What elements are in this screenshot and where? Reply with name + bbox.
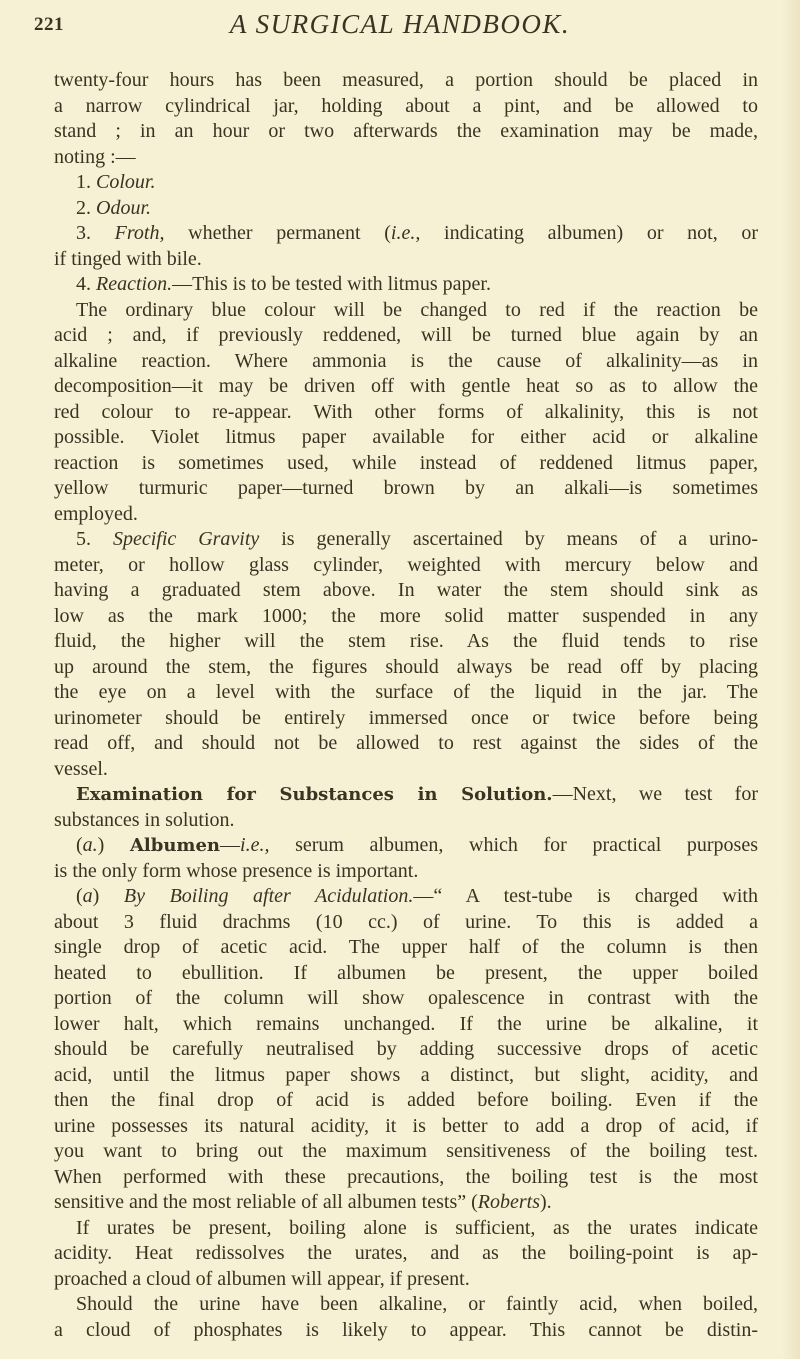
text-segment: indicating albumen) or not, or <box>420 222 758 244</box>
text-segment: decomposition—it may be driven off with gentle heat so as to allow the <box>54 375 758 397</box>
text-segment: ( <box>76 885 83 907</box>
italic-text: Odour. <box>96 196 152 219</box>
text-segment: 2. <box>76 196 96 219</box>
text-line <box>54 323 758 349</box>
text-segment: read off, and should not be allowed to rest against the sides of the <box>54 732 758 754</box>
text-segment: sensitive and the most reliable of all albumen tests” ( <box>54 1191 478 1213</box>
italic-text: Colour. <box>96 171 156 193</box>
text-line <box>54 1037 758 1063</box>
text-segment: yellow turmuric paper—turned brown by an alkali—is sometimes <box>54 477 758 499</box>
body-text <box>54 68 758 1343</box>
text-line <box>54 1063 758 1089</box>
text-line <box>54 808 758 834</box>
text-segment: you want to bring out the maximum sensitiveness of the boiling test. <box>54 1140 758 1162</box>
text-segment: meter, or hollow glass cylinder, weighted with mercury below and <box>54 553 758 576</box>
text-line <box>54 782 758 808</box>
italic-text: i.e., <box>390 222 421 244</box>
text-segment: single drop of acetic acid. The upper half of the column is then <box>54 936 758 958</box>
text-segment: 3. <box>76 222 115 244</box>
text-line <box>54 757 758 783</box>
text-line <box>54 1292 758 1318</box>
text-line <box>54 145 758 171</box>
text-segment: employed. <box>54 502 138 525</box>
text-segment: acid, until the litmus paper shows a distinct, but slight, acidity, and <box>54 1063 758 1086</box>
text-segment: about 3 fluid drachms (10 cc.) of urine. To this is added a <box>54 910 758 933</box>
text-line <box>54 1165 758 1191</box>
text-segment: urine possesses its natural acidity, it is better to add a drop of acid, if <box>54 1114 758 1137</box>
text-segment: red colour to re-appear. With other forms of alkalinity, this is not <box>54 400 758 423</box>
text-line <box>54 680 758 706</box>
text-segment: — <box>220 834 241 856</box>
text-segment: twenty-four hours has been measured, a portion should be placed in <box>54 69 758 91</box>
text-segment: possible. Violet litmus paper available for either acid or alkaline <box>54 426 758 448</box>
text-segment: alkaline reaction. Where ammonia is the cause of alkalinity—as in <box>54 349 758 372</box>
text-line <box>54 349 758 375</box>
text-segment: —“ A test-tube is charged with <box>413 885 758 907</box>
text-line <box>54 1190 758 1216</box>
text-segment: 1. <box>76 171 96 193</box>
text-segment: noting :— <box>54 145 136 168</box>
text-line <box>54 119 758 145</box>
text-line <box>54 1267 758 1293</box>
text-segment: a narrow cylindrical jar, holding about a pint, and be allowed to <box>54 94 758 117</box>
text-segment: heated to ebullition. If albumen be present, the upper boiled <box>54 961 758 984</box>
text-line <box>54 400 758 426</box>
italic-text: a. <box>82 834 98 856</box>
text-segment: substances in solution. <box>54 808 235 831</box>
text-segment: serum albumen, which for practical purposes <box>269 834 758 856</box>
text-line <box>54 859 758 885</box>
text-line <box>54 425 758 451</box>
text-line <box>54 961 758 987</box>
text-line <box>54 604 758 630</box>
page-edge-shadow <box>782 0 800 1359</box>
text-line <box>54 196 758 222</box>
bold-heading-text: Albumen <box>129 835 221 856</box>
text-segment: ). <box>540 1191 552 1213</box>
italic-text: Froth, <box>114 222 165 244</box>
text-segment: having a graduated stem above. In water the stem should sink as <box>54 579 758 601</box>
text-segment: When performed with these precautions, the boiling test is the most <box>54 1165 758 1188</box>
text-segment: is the only form whose presence is important. <box>54 859 419 882</box>
text-segment: stand ; in an hour or two afterwards the examination may be made, <box>54 120 758 142</box>
text-line <box>54 833 758 859</box>
page-number: 221 <box>34 14 64 35</box>
text-line <box>54 553 758 579</box>
running-title: A SURGICAL HANDBOOK. <box>229 9 571 39</box>
text-line <box>54 986 758 1012</box>
text-segment: should be carefully neutralised by adding successive drops of acetic <box>54 1038 758 1060</box>
text-segment: vessel. <box>54 757 108 780</box>
text-line <box>54 884 758 910</box>
text-segment: ) <box>92 885 124 907</box>
text-segment: a cloud of phosphates is likely to appear. This cannot be distin- <box>54 1318 758 1341</box>
text-line <box>54 1318 758 1344</box>
text-segment: the eye on a level with the surface of the liquid in the jar. The <box>54 681 758 703</box>
text-line <box>54 935 758 961</box>
text-segment: Should the urine have been alkaline, or faintly acid, when boiled, <box>76 1293 758 1315</box>
text-line <box>54 1088 758 1114</box>
text-segment: up around the stem, the figures should always be read off by placing <box>54 655 758 678</box>
text-segment: proached a cloud of albumen will appear, if present. <box>54 1267 470 1290</box>
text-line <box>54 706 758 732</box>
italic-text: a <box>82 885 93 907</box>
text-segment: 5. <box>76 528 113 550</box>
text-line <box>54 68 758 94</box>
text-segment: 4. <box>76 273 96 295</box>
text-segment: fluid, the higher will the stem rise. As the fluid tends to rise <box>54 630 758 652</box>
text-line <box>54 1012 758 1038</box>
text-segment: acidity. Heat redissolves the urates, and as the boiling-point is ap- <box>54 1242 758 1264</box>
italic-text: i.e., <box>240 834 270 856</box>
text-line <box>54 94 758 120</box>
italic-text: Reaction. <box>96 273 173 295</box>
text-line <box>54 1241 758 1267</box>
text-line <box>54 476 758 502</box>
italic-text: By Boiling after Acidulation. <box>123 885 414 907</box>
text-line <box>54 298 758 324</box>
text-line <box>54 502 758 528</box>
italic-text: Roberts <box>477 1191 540 1213</box>
text-line <box>54 247 758 273</box>
text-segment: is generally ascertained by means of a urino- <box>259 528 759 550</box>
text-segment: whether permanent ( <box>164 222 391 244</box>
text-segment: portion of the column will show opalescence in contrast with the <box>54 987 758 1009</box>
text-line <box>54 578 758 604</box>
text-line <box>54 170 758 196</box>
text-segment: then the final drop of acid is added before boiling. Even if the <box>54 1089 758 1111</box>
text-segment: acid ; and, if previously reddened, will be turned blue again by an <box>54 324 758 346</box>
text-segment: The ordinary blue colour will be changed to red if the reaction be <box>76 298 758 321</box>
text-line <box>54 731 758 757</box>
text-segment: ( <box>76 834 83 856</box>
text-line <box>54 1139 758 1165</box>
text-line <box>54 527 758 553</box>
text-segment: if tinged with bile. <box>54 247 202 270</box>
text-line <box>54 451 758 477</box>
text-line <box>54 629 758 655</box>
text-segment: —This is to be tested with litmus paper. <box>172 273 491 295</box>
text-segment: low as the mark 1000; the more solid matter suspended in any <box>54 604 758 627</box>
bold-heading-text: Examination for Substances in Solution. <box>76 784 553 805</box>
text-line <box>54 655 758 681</box>
text-segment: urinometer should be entirely immersed once or twice before being <box>54 706 758 729</box>
text-line <box>54 272 758 298</box>
text-line <box>54 1114 758 1140</box>
text-line <box>54 221 758 247</box>
text-line <box>54 374 758 400</box>
text-segment: If urates be present, boiling alone is sufficient, as the urates indicate <box>76 1216 758 1239</box>
text-line <box>54 1216 758 1242</box>
text-segment: —Next, we test for <box>552 783 758 805</box>
text-line <box>54 910 758 936</box>
text-segment: ) <box>97 834 130 856</box>
text-segment: reaction is sometimes used, while instead of reddened litmus paper, <box>54 451 758 474</box>
italic-text: Specific Gravity <box>112 528 260 550</box>
text-segment: lower halt, which remains unchanged. If the urine be alkaline, it <box>54 1012 758 1035</box>
